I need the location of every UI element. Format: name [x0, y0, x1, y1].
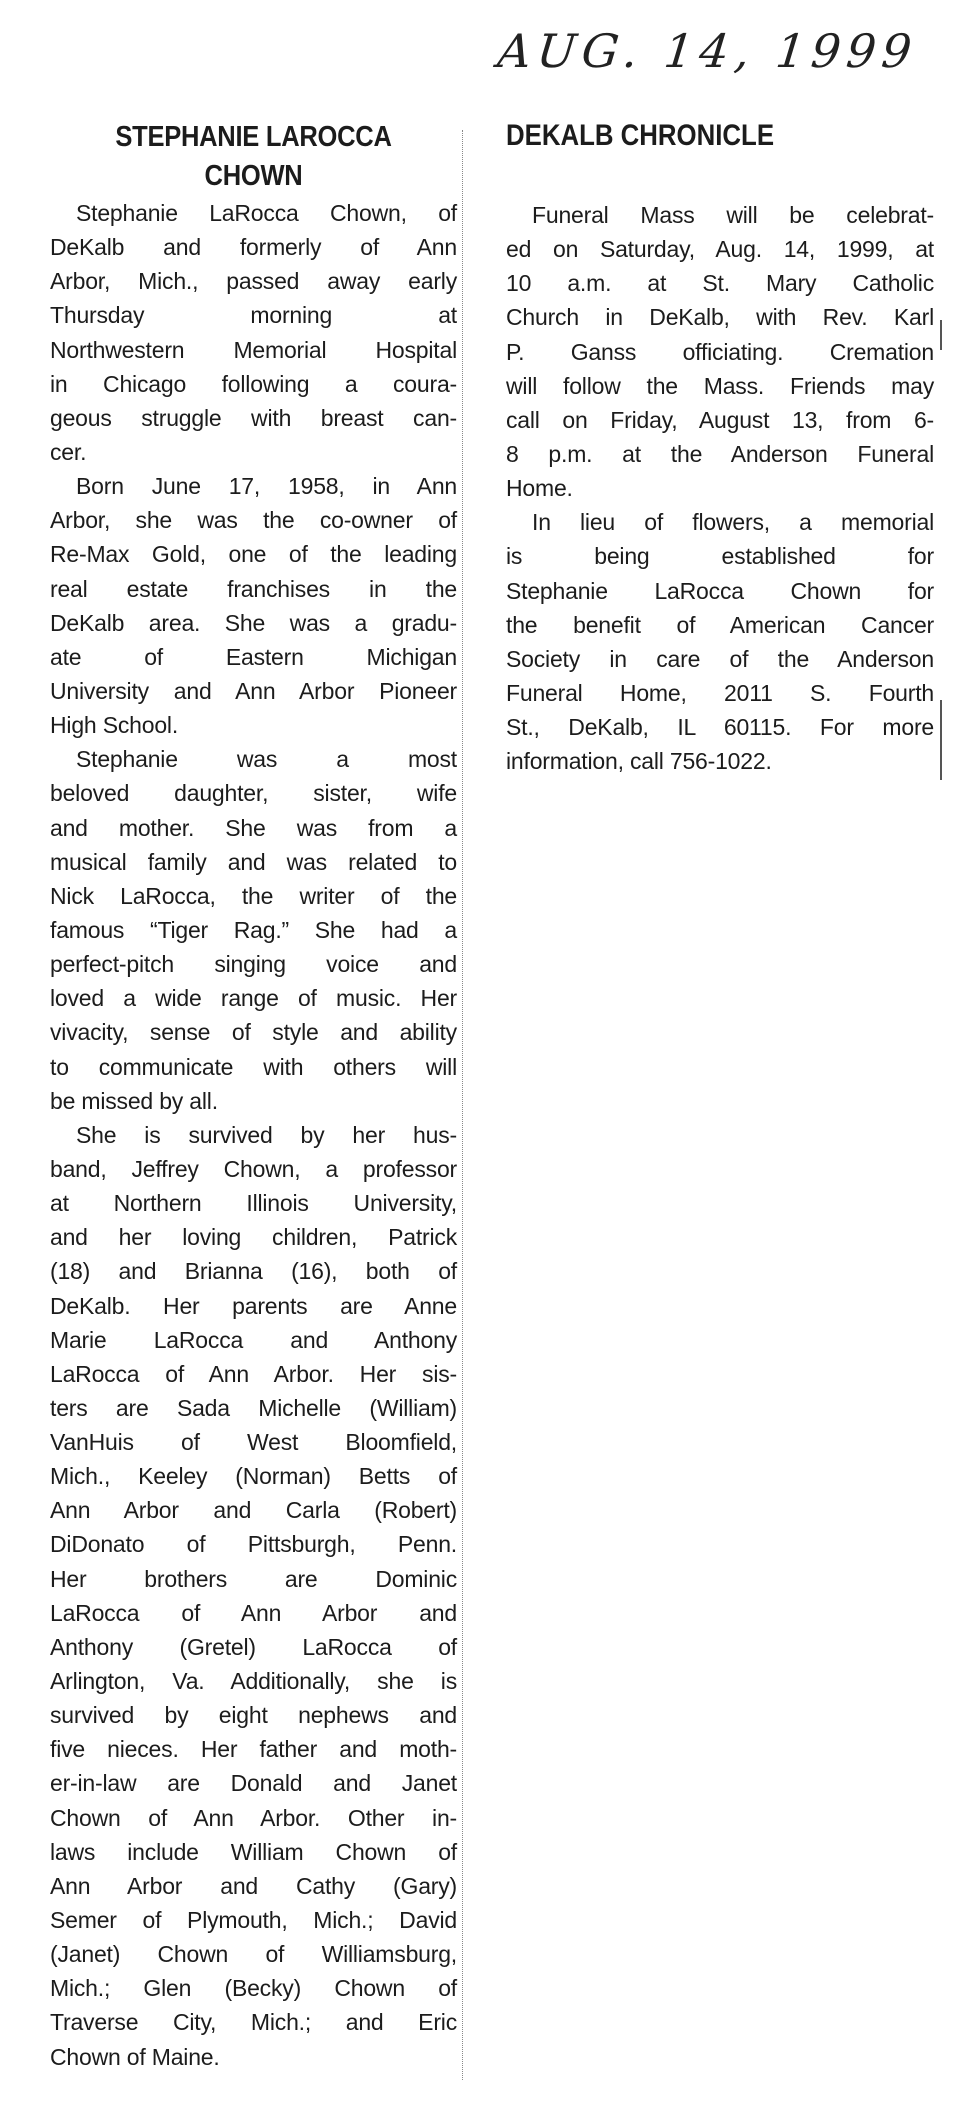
text-line: cer.: [50, 438, 87, 465]
clipping-edge-mark: [940, 700, 942, 780]
text-line: survived by eight nephews and: [50, 1702, 457, 1729]
text-line: 8 p.m. at the Anderson Funeral: [506, 440, 934, 467]
text-line: Mich.; Glen (Becky) Chown of: [50, 1975, 457, 2002]
text-line: will follow the Mass. Friends may: [506, 372, 934, 399]
text-line: LaRocca of Ann Arbor and: [50, 1599, 457, 1626]
text-line: DeKalb. Her parents are Anne: [50, 1292, 457, 1319]
text-line: loved a wide range of music. Her: [50, 985, 457, 1012]
headline-line: CHOWN: [204, 160, 303, 192]
text-line: 10 a.m. at St. Mary Catholic: [506, 270, 934, 297]
text-line: Arlington, Va. Additionally, she is: [50, 1668, 457, 1695]
text-line: Re-Max Gold, one of the leading: [50, 541, 457, 568]
text-line: Ann Arbor and Cathy (Gary): [50, 1872, 457, 1899]
text-line: musical family and was related to: [50, 848, 457, 875]
text-line: in Chicago following a coura-: [50, 370, 457, 397]
text-line: laws include William Chown of: [50, 1838, 457, 1865]
text-line: (18) and Brianna (16), both of: [50, 1258, 457, 1285]
obituary-body: [50, 196, 457, 2074]
text-line: geous struggle with breast can-: [50, 404, 457, 431]
paragraph: [50, 196, 457, 469]
text-line: Society in care of the Anderson: [506, 645, 934, 672]
text-line: In lieu of flowers, a memorial: [532, 509, 934, 536]
text-line: Ann Arbor and Carla (Robert): [50, 1497, 457, 1524]
text-line: vivacity, sense of style and ability: [50, 1019, 457, 1046]
text-line: is being established for: [506, 543, 934, 570]
text-line: Home.: [506, 475, 573, 502]
text-line: Marie LaRocca and Anthony: [50, 1326, 457, 1353]
text-line: Northwestern Memorial Hospital: [50, 336, 457, 363]
funeral-details-body: [506, 198, 934, 778]
text-line: five nieces. Her father and moth-: [50, 1736, 457, 1763]
text-line: VanHuis of West Bloomfield,: [50, 1429, 457, 1456]
paragraph: [50, 742, 457, 1118]
text-line: be missed by all.: [50, 1087, 218, 1114]
paragraph: [506, 198, 934, 505]
text-line: to communicate with others will: [50, 1053, 457, 1080]
clipping-edge-mark: [940, 320, 942, 350]
text-line: Chown of Ann Arbor. Other in-: [50, 1804, 457, 1831]
text-line: Funeral Mass will be celebrat-: [532, 202, 934, 228]
text-line: Arbor, she was the co-owner of: [50, 507, 457, 534]
funeral-details-column: [506, 116, 934, 778]
text-line: Church in DeKalb, with Rev. Karl: [506, 304, 934, 331]
paragraph: [50, 1118, 457, 2074]
column-divider: [462, 130, 463, 2080]
text-line: Her brothers are Dominic: [50, 1565, 457, 1592]
text-line: Stephanie LaRocca Chown, of: [76, 200, 457, 226]
paragraph: [506, 505, 934, 778]
obituary-headline: [74, 118, 432, 196]
text-line: the benefit of American Cancer: [506, 611, 934, 638]
text-line: DeKalb area. She was a gradu-: [50, 609, 457, 636]
text-line: beloved daughter, sister, wife: [50, 780, 457, 807]
handwritten-date: AUG. 14, 1999: [495, 24, 921, 78]
text-line: P. Ganss officiating. Cremation: [506, 338, 934, 365]
text-line: DeKalb and formerly of Ann: [50, 234, 457, 261]
text-line: Mich., Keeley (Norman) Betts of: [50, 1463, 457, 1490]
text-line: Born June 17, 1958, in Ann: [76, 473, 457, 500]
text-line: Stephanie was a most: [76, 746, 457, 773]
text-line: ed on Saturday, Aug. 14, 1999, at: [506, 236, 934, 263]
text-line: at Northern Illinois University,: [50, 1190, 457, 1217]
text-line: real estate franchises in the: [50, 575, 457, 602]
newspaper-name: DEKALB CHRONICLE: [506, 119, 775, 152]
text-line: call on Friday, August 13, from 6-: [506, 406, 934, 433]
text-line: Traverse City, Mich.; and Eric: [50, 2009, 457, 2036]
headline-line: STEPHANIE LAROCCA: [115, 121, 392, 153]
text-line: perfect-pitch singing voice and: [50, 951, 457, 978]
text-line: Anthony (Gretel) LaRocca of: [50, 1633, 457, 1660]
paragraph: [50, 469, 457, 742]
obituary-column: [50, 118, 457, 2074]
text-line: Arbor, Mich., passed away early: [50, 268, 457, 295]
text-line: High School.: [50, 712, 179, 739]
text-line: Funeral Home, 2011 S. Fourth: [506, 679, 934, 706]
text-line: ate of Eastern Michigan: [50, 643, 457, 670]
text-line: Thursday morning at: [50, 302, 457, 329]
text-line: Chown of Maine.: [50, 2043, 220, 2070]
text-line: LaRocca of Ann Arbor. Her sis-: [50, 1360, 457, 1387]
text-line: band, Jeffrey Chown, a professor: [50, 1155, 457, 1182]
text-line: University and Ann Arbor Pioneer: [50, 677, 457, 704]
text-line: famous “Tiger Rag.” She had a: [50, 916, 457, 943]
text-line: ters are Sada Michelle (William): [50, 1394, 457, 1421]
text-line: Nick LaRocca, the writer of the: [50, 882, 457, 909]
text-line: DiDonato of Pittsburgh, Penn.: [50, 1531, 457, 1558]
text-line: Semer of Plymouth, Mich.; David: [50, 1907, 457, 1934]
text-line: She is survived by her hus-: [76, 1121, 457, 1148]
text-line: er-in-law are Donald and Janet: [50, 1770, 457, 1797]
text-line: and her loving children, Patrick: [50, 1224, 457, 1251]
text-line: (Janet) Chown of Williamsburg,: [50, 1941, 457, 1968]
text-line: Stephanie LaRocca Chown for: [506, 577, 934, 604]
text-line: St., DeKalb, IL 60115. For more: [506, 714, 934, 741]
text-line: and mother. She was from a: [50, 814, 457, 841]
text-line: information, call 756-1022.: [506, 748, 772, 775]
